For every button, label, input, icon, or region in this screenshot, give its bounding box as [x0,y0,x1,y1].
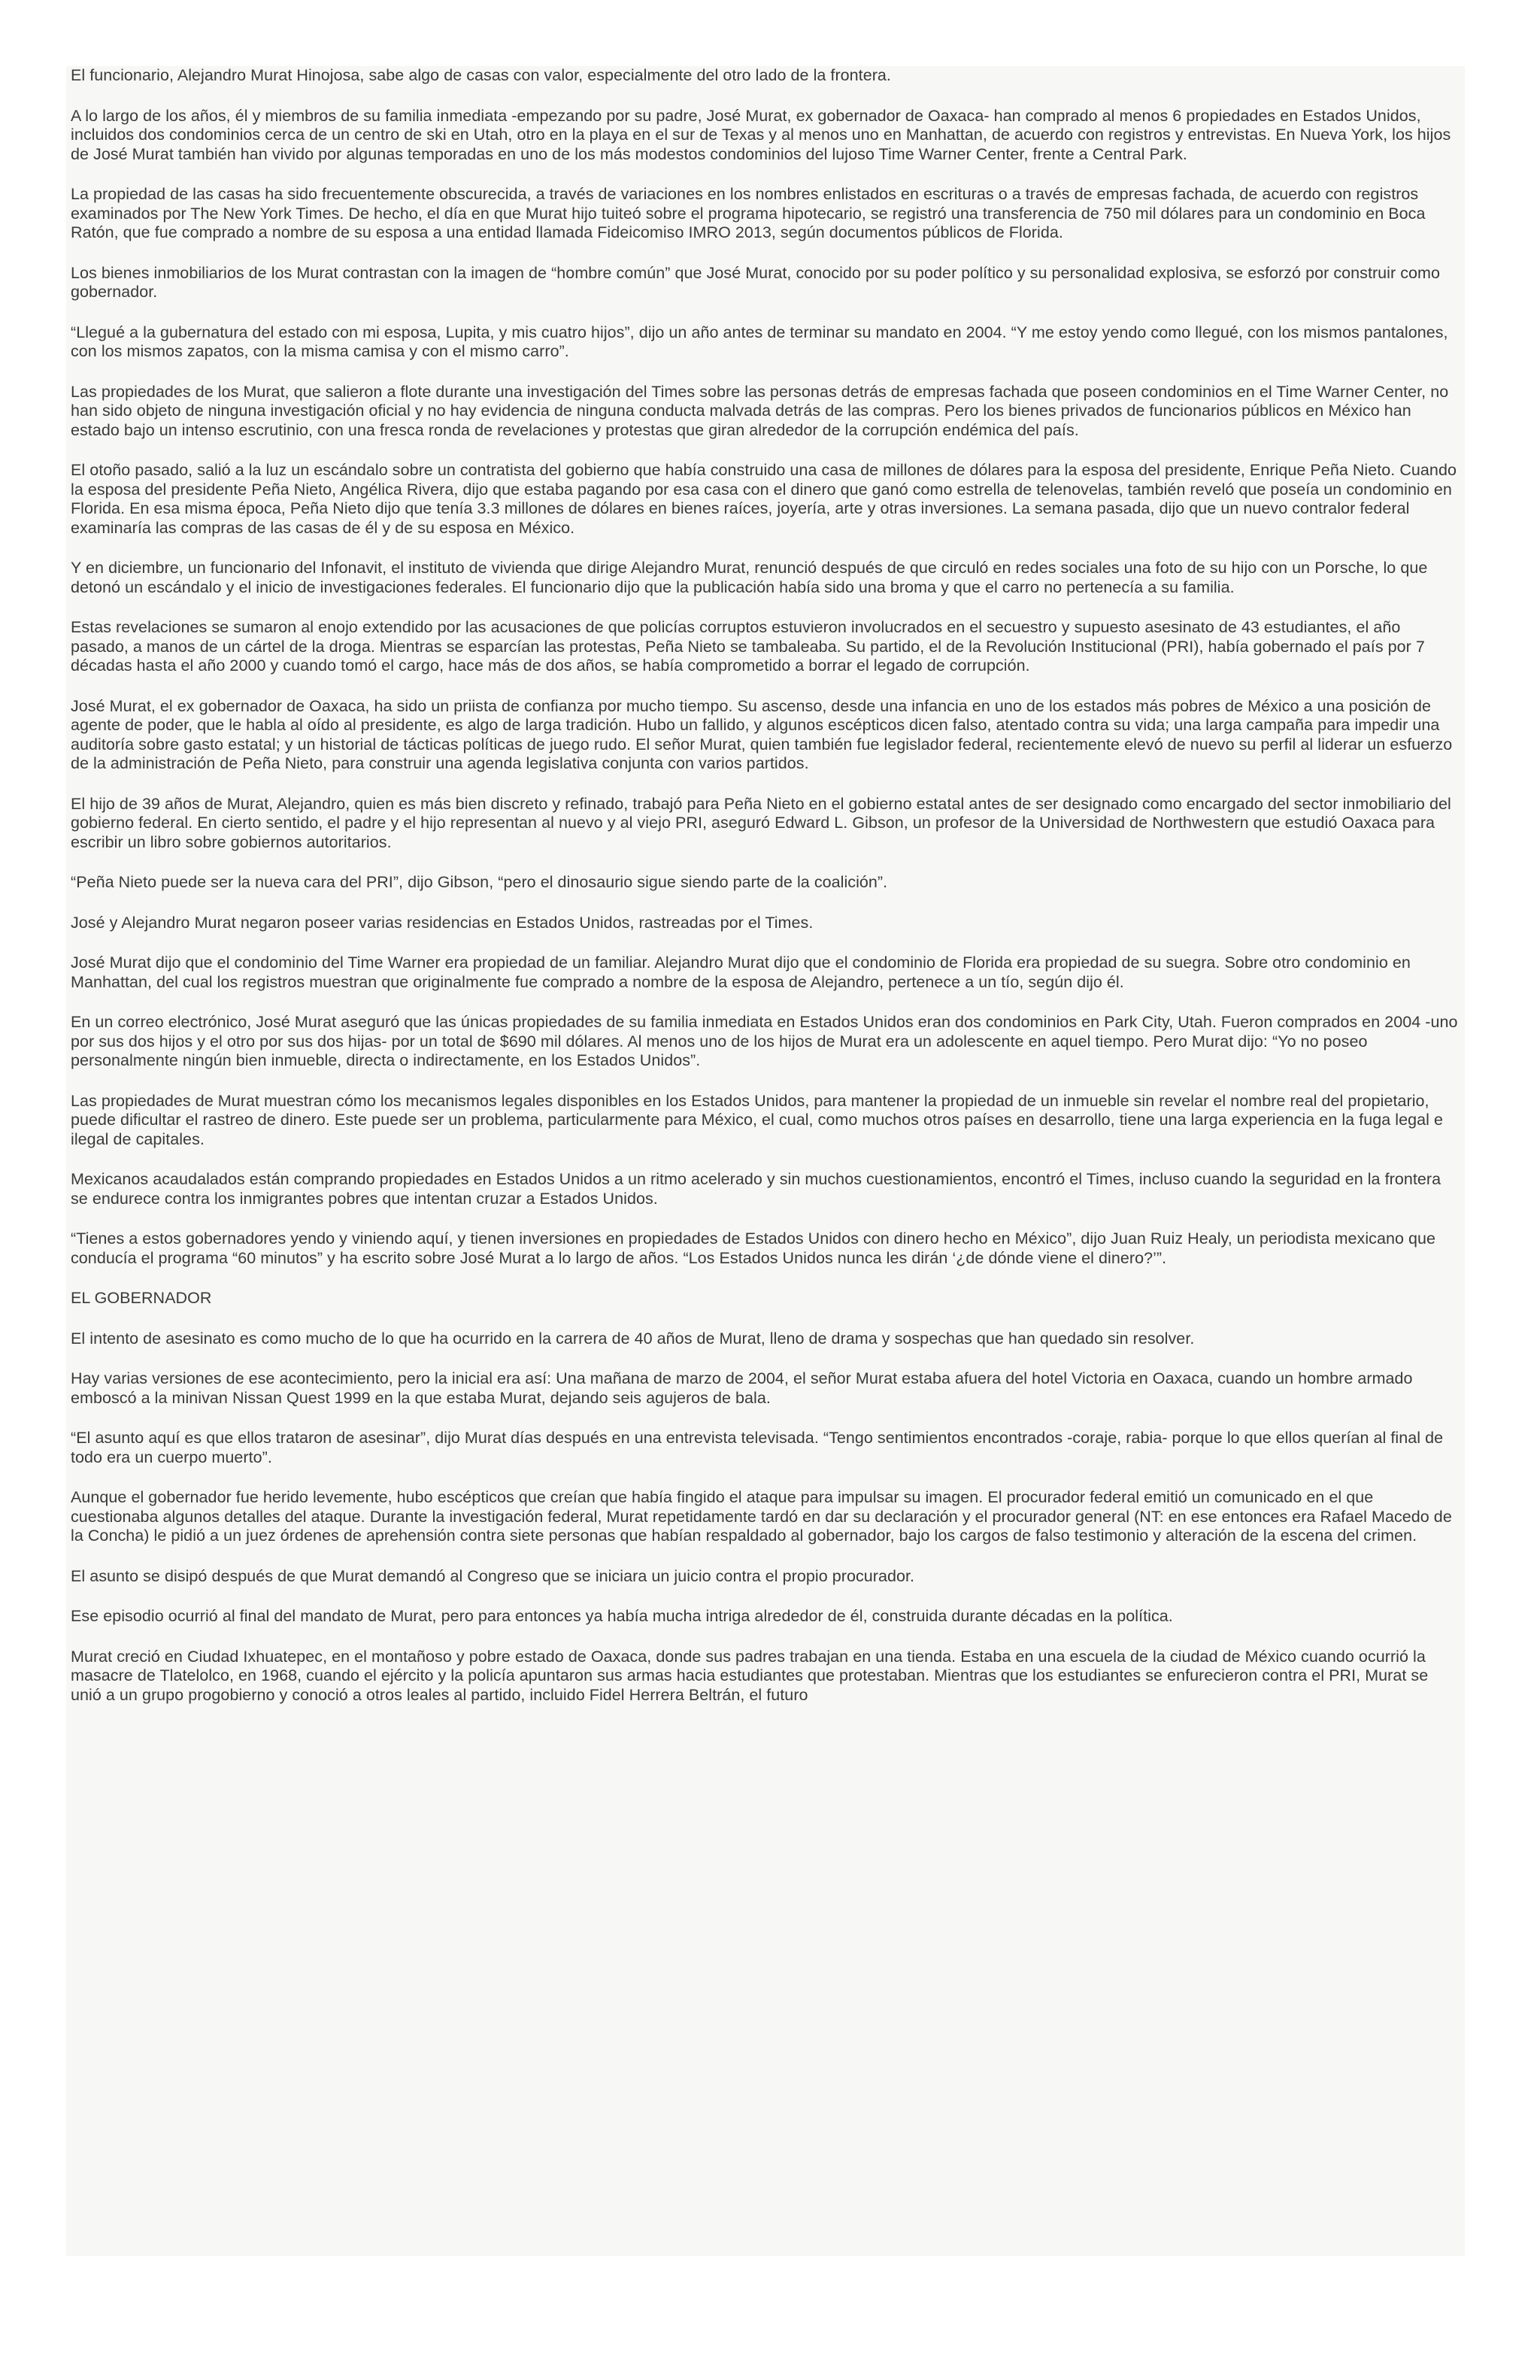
paragraph: El otoño pasado, salió a la luz un escándalo sobre un contratista del gobierno que había construido una casa de millones de dólares para la esposa del presidente, Enrique Peña Nieto. Cuando la esposa del presidente Peña Nieto, Angélica Rivera, dijo que estaba pagando por esa casa con el dinero que ganó como estrella de telenovelas, también reveló que poseía un condominio en Florida. En esa misma época, Peña Nieto dijo que tenía 3.3 millones de dólares en bienes raíces, joyería, arte y otras inversiones. La semana pasada, dijo que un nuevo contralor federal examinaría las compras de las casas de él y de su esposa en México. [71,461,1457,537]
paragraph: Aunque el gobernador fue herido levemente, hubo escépticos que creían que había fingido el ataque para impulsar su imagen. El procurador federal emitió un comunicado en el que cuestionaba algunos detalles del ataque. Durante la investigación federal, Murat repetidamente tardó en dar su declaración y el procurador general (NT: en ese entonces era Rafael Macedo de la Concha) le pidió a un juez órdenes de aprehensión contra siete personas que habían respaldado al gobernador, bajo los cargos de falso testimonio y alteración de la escena del crimen. [71,1488,1452,1545]
paragraph: José y Alejandro Murat negaron poseer varias residencias en Estados Unidos, rastreadas por el Times. [71,913,814,932]
paragraph: “El asunto aquí es que ellos trataron de asesinar”, dijo Murat días después en una entrevista televisada. “Tengo sentimientos encontrados -coraje, rabia- porque lo que ellos querían al final de todo era un cuerpo muerto”. [71,1429,1444,1466]
paragraph: Estas revelaciones se sumaron al enojo extendido por las acusaciones de que policías corruptos estuvieron involucrados en el secuestro y supuesto asesinato de 43 estudiantes, el año pasado, a manos de un cártel de la droga. Mientras se esparcían las protestas, Peña Nieto se tambaleaba. Su partido, el de la Revolución Institucional (PRI), había gobernado el país por 7 décadas hasta el año 2000 y cuando tomó el cargo, hace más de dos años, se había comprometido a borrar el legado de corrupción. [71,618,1425,675]
paragraph: José Murat, el ex gobernador de Oaxaca, ha sido un priista de confianza por mucho tiempo. Su ascenso, desde una infancia en uno de los estados más pobres de México a una posición de agente de poder, que le habla al oído al presidente, es algo de larga tradición. Hubo un fallido, y algunos escépticos dicen falso, atentado contra su vida; una larga campaña para impedir una auditoría sobre gasto estatal; y un historial de tácticas políticas de juego rudo. El señor Murat, quien también fue legislador federal, recientemente elevó de nuevo su perfil al liderar un esfuerzo de la administración de Peña Nieto, para construir una agenda legislativa conjunta con varios partidos. [71,696,1453,772]
paragraph: Las propiedades de Murat muestran cómo los mecanismos legales disponibles en los Estados Unidos, para mantener la propiedad de un inmueble sin revelar el nombre real del propietario, puede dificultar el rastreo de dinero. Este puede ser un problema, particularmente para México, el cual, como muchos otros países en desarrollo, tiene una larga experiencia en la fuga legal e ilegal de capitales. [71,1091,1443,1148]
paragraph: El funcionario, Alejandro Murat Hinojosa, sabe algo de casas con valor, especialmente del otro lado de la frontera. [71,66,891,84]
article-body [66,66,1465,2256]
paragraph: José Murat dijo que el condominio del Time Warner era propiedad de un familiar. Alejandro Murat dijo que el condominio de Florida era propiedad de su suegra. Sobre otro condominio en Manhattan, del cual los registros muestran que originalmente fue comprado a nombre de la esposa de Alejandro, pertenece a un tío, según dijo él. [71,954,1411,991]
paragraph: A lo largo de los años, él y miembros de su familia inmediata -empezando por su padre, José Murat, ex gobernador de Oaxaca- han comprado al menos 6 propiedades en Estados Unidos, incluidos dos condominios cerca de un centro de ski en Utah, otro en la playa en el sur de Texas y al menos uno en Manhattan, de acuerdo con registros y entrevistas. En Nueva York, los hijos de José Murat también han vivido por algunas temporadas en uno de los más modestos condominios del lujoso Time Warner Center, frente a Central Park. [71,106,1451,163]
paragraph: El asunto se disipó después de que Murat demandó al Congreso que se iniciara un juicio contra el propio procurador. [71,1566,915,1585]
paragraph: Murat creció en Ciudad Ixhuatepec, en el montañoso y pobre estado de Oaxaca, donde sus padres trabajan en una tienda. Estaba en una escuela de la ciudad de México cuando ocurrió la masacre de Tlatelolco, en 1968, cuando el ejército y la policía apuntaron sus armas hacia estudiantes que protestaban. Mientras que los estudiantes se enfurecieron contra el PRI, Murat se unió a un grupo progobierno y conoció a otros leales al partido, incluido Fidel Herrera Beltrán, el futuro [71,1647,1429,1704]
paragraph: Ese episodio ocurrió al final del mandato de Murat, pero para entonces ya había mucha intriga alrededor de él, construida durante décadas en la política. [71,1607,1173,1625]
paragraph: El hijo de 39 años de Murat, Alejandro, quien es más bien discreto y refinado, trabajó para Peña Nieto en el gobierno estatal antes de ser designado como encargado del sector inmobiliario del gobierno federal. En cierto sentido, el padre y el hijo representan al nuevo y al viejo PRI, aseguró Edward L. Gibson, un profesor de la Universidad de Northwestern que estudió Oaxaca para escribir un libro sobre gobiernos autoritarios. [71,794,1451,851]
paragraph: En un correo electrónico, José Murat aseguró que las únicas propiedades de su familia inmediata en Estados Unidos eran dos condominios en Park City, Utah. Fueron comprados en 2004 -uno por sus dos hijos y el otro por sus dos hijas- por un total de $690 mil dólares. Al menos uno de los hijos de Murat era un adolescente en aquel tiempo. Pero Murat dijo: “Yo no poseo personalmente ningún bien inmueble, directa o indirectamente, en los Estados Unidos”. [71,1013,1458,1069]
paragraph: El intento de asesinato es como mucho de lo que ha ocurrido en la carrera de 40 años de Murat, lleno de drama y sospechas que han quedado sin resolver. [71,1329,1195,1348]
paragraph: “Tienes a estos gobernadores yendo y viniendo aquí, y tienen inversiones en propiedades de Estados Unidos con dinero hecho en México”, dijo Juan Ruiz Healy, un periodista mexicano que conducía el programa “60 minutos” y ha escrito sobre José Murat a lo largo de años. “Los Estados Unidos nunca les dirán ‘¿de dónde viene el dinero?’”. [71,1229,1436,1267]
paragraph: “Peña Nieto puede ser la nueva cara del PRI”, dijo Gibson, “pero el dinosaurio sigue siendo parte de la coalición”. [71,873,888,891]
paragraph: Mexicanos acaudalados están comprando propiedades en Estados Unidos a un ritmo acelerado y sin muchos cuestionamientos, encontró el Times, incluso cuando la seguridad en la frontera se endurece contra los inmigrantes pobres que intentan cruzar a Estados Unidos. [71,1170,1441,1208]
paragraph: Y en diciembre, un funcionario del Infonavit, el instituto de vivienda que dirige Alejandro Murat, renunció después de que circuló en redes sociales una foto de su hijo con un Porsche, lo que detonó un escándalo y el inicio de investigaciones federales. El funcionario dijo que la publicación había sido una broma y que el carro no pertenecía a su familia. [71,559,1428,596]
paragraph: La propiedad de las casas ha sido frecuentemente obscurecida, a través de variaciones en los nombres enlistados en escrituras o a través de empresas fachada, de acuerdo con registros examinados por The New York Times. De hecho, el día en que Murat hijo tuiteó sobre el programa hipotecario, se registró una transferencia de 750 mil dólares para un condominio en Boca Ratón, que fue comprado a nombre de su esposa a una entidad llamada Fideicomiso IMRO 2013, según documentos públicos de Florida. [71,185,1426,241]
paragraph: Los bienes inmobiliarios de los Murat contrastan con la imagen de “hombre común” que José Murat, conocido por su poder político y su personalidad explosiva, se esforzó por construir como gobernador. [71,263,1441,301]
paragraph: Las propiedades de los Murat, que salieron a flote durante una investigación del Times sobre las personas detrás de empresas fachada que poseen condominios en el Time Warner Center, no han sido objeto de ninguna investigación oficial y no hay evidencia de ninguna conducta malvada detrás de las compras. Pero los bienes privados de funcionarios públicos en México han estado bajo un intenso escrutinio, con una fresca ronda de revelaciones y protestas que giran alrededor de la corrupción endémica del país. [71,382,1449,439]
paragraph: “Llegué a la gubernatura del estado con mi esposa, Lupita, y mis cuatro hijos”, dijo un año antes de terminar su mandato en 2004. “Y me estoy yendo como llegué, con los mismos pantalones, con los mismos zapatos, con la misma camisa y con el mismo carro”. [71,323,1448,360]
section-heading: EL GOBERNADOR [71,1289,212,1307]
paragraph: Hay varias versiones de ese acontecimiento, pero la inicial era así: Una mañana de marzo de 2004, el señor Murat estaba afuera del hotel Victoria en Oaxaca, cuando un hombre armado emboscó a la minivan Nissan Quest 1999 en la que estaba Murat, dejando seis agujeros de bala. [71,1369,1413,1407]
